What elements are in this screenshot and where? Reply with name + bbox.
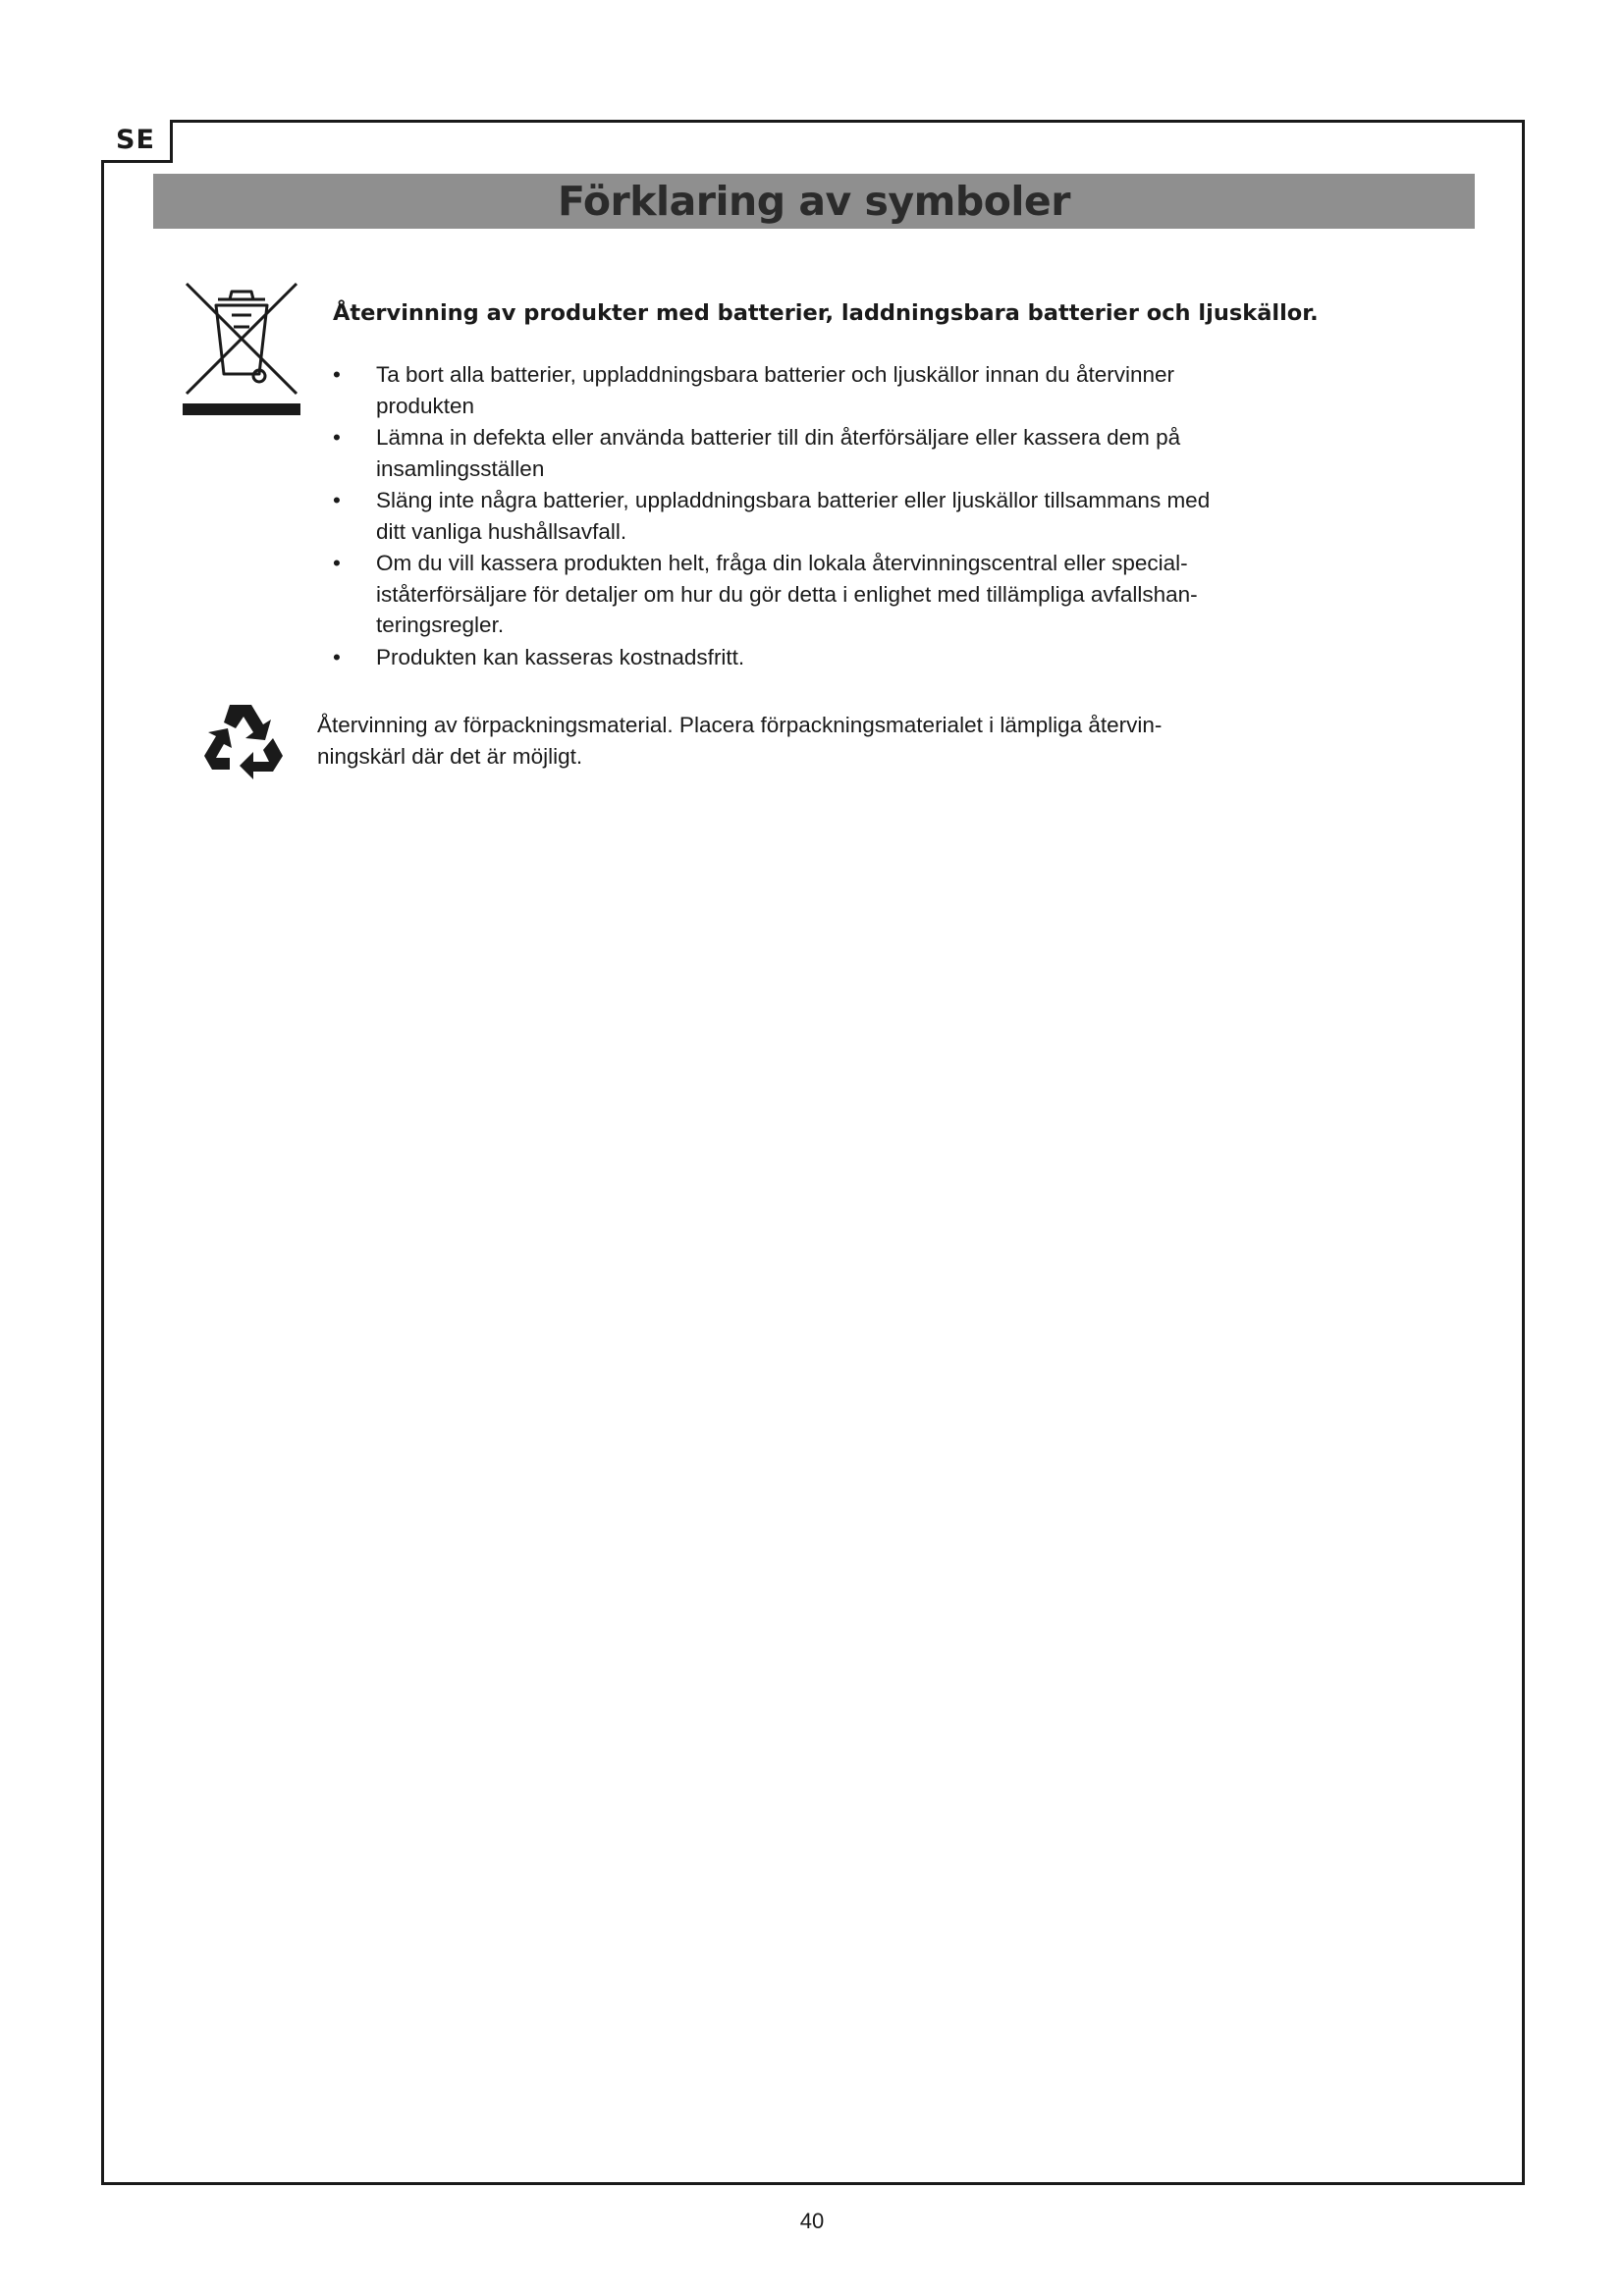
list-item: [333, 548, 1315, 641]
page-number: 40: [799, 2209, 825, 2233]
list-item-text: Lämna in defekta eller använda batterier till din återförsäljare eller kassera dem på: [376, 425, 1181, 450]
paragraph-line: ningskärl där det är möjligt.: [317, 743, 583, 769]
bullet-icon: •: [333, 644, 341, 669]
list-item-text: insamlingsställen: [376, 455, 545, 481]
bullet-icon: •: [333, 362, 341, 387]
title-bar: [153, 174, 1475, 229]
bullet-icon: •: [333, 425, 341, 450]
list-item-text: iståterförsäljare för detaljer om hur du gör detta i enlighet med tillämpliga avfallshan-: [376, 581, 1198, 607]
list-item-text: produkten: [376, 393, 475, 418]
paragraph-line: Återvinning av förpackningsmaterial. Placera förpackningsmaterialet i lämpliga återvin-: [317, 713, 1163, 737]
list-item: [333, 485, 1315, 547]
crossed-out-wheelie-bin-icon: [183, 280, 300, 419]
list-item-text: ditt vanliga hushållsavfall.: [376, 518, 627, 544]
language-tab: SE: [101, 120, 173, 163]
list-item-text: Produkten kan kasseras kostnadsfritt.: [376, 644, 745, 669]
bullet-icon: •: [333, 488, 341, 512]
list-item-text: Om du vill kassera produkten helt, fråga din lokala återvinningscentral eller special-: [376, 551, 1188, 575]
list-item: [333, 422, 1315, 484]
page-title: Förklaring av symboler: [558, 178, 1070, 225]
list-item-text: Ta bort alla batterier, uppladdningsbara batterier och ljuskällor innan du återvinner: [376, 362, 1174, 387]
battery-instructions-list: [333, 359, 1315, 673]
battery-recycling-heading: Återvinning av produkter med batterier, laddningsbara batterier och ljuskällor.: [333, 300, 1319, 326]
bullet-icon: •: [333, 551, 341, 575]
recycling-icon: [200, 695, 287, 781]
list-item: [333, 642, 1315, 673]
packaging-recycling-text: [317, 710, 1299, 772]
list-item-text: Släng inte några batterier, uppladdningsbara batterier eller ljuskällor tillsammans med: [376, 488, 1211, 512]
list-item-text: teringsregler.: [376, 613, 505, 637]
list-item: [333, 359, 1315, 421]
